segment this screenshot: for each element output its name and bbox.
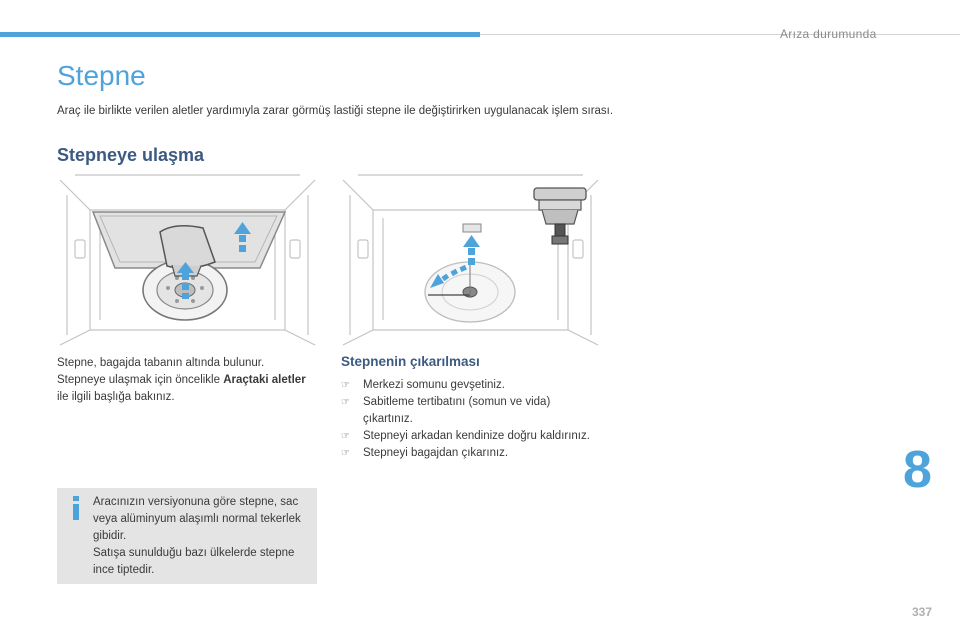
- access-heading: Stepneye ulaşma: [57, 145, 205, 165]
- hand-pointer-icon: ☞: [341, 448, 350, 459]
- list-item: ☞ Stepneyi bagajdan çıkarınız.: [341, 445, 601, 462]
- page-number: 337: [912, 605, 933, 619]
- info-box: [57, 488, 317, 584]
- spare-wheel-illustration: [338, 170, 603, 350]
- header-accent-bar: [0, 32, 480, 37]
- trunk-floor-illustration: [55, 170, 320, 350]
- access-text: Stepne, bagajda tabanın altında bulunur. Stepneye ulaşmak için öncelikle Araçtaki aletler ile ilgili başlığa bakınız.: [57, 357, 306, 403]
- list-item: ☞ Sabitleme tertibatını (somun ve vida) çıkartınız.: [341, 396, 551, 425]
- hand-pointer-icon: ☞: [341, 380, 350, 391]
- section-title: Arıza durumunda: [780, 27, 877, 41]
- info-icon: [69, 496, 83, 520]
- info-text: Aracınızın versiyonuna göre stepne, sac veya alüminyum alaşımlı normal tekerlek gibidir. Satışa sunulduğu bazı ülkelerde stepne ince tiptedir.: [93, 496, 301, 576]
- list-item: ☞ Stepneyi arkadan kendinize doğru kaldırınız.: [341, 428, 601, 445]
- page-title: Stepne: [57, 60, 146, 91]
- chapter-number: 8: [903, 441, 932, 499]
- intro-text: Araç ile birlikte verilen aletler yardımıyla zarar görmüş lastiği stepne ile değiştirirken uygulanacak işlem sırası.: [57, 105, 614, 117]
- header-divider: [480, 34, 960, 35]
- list-item: ☞ Merkezi somunu gevşetiniz.: [341, 377, 601, 394]
- hand-pointer-icon: ☞: [341, 397, 350, 408]
- hand-pointer-icon: ☞: [341, 431, 350, 442]
- removal-heading: Stepnenin çıkarılması: [341, 354, 480, 369]
- removal-steps-list: [341, 377, 601, 462]
